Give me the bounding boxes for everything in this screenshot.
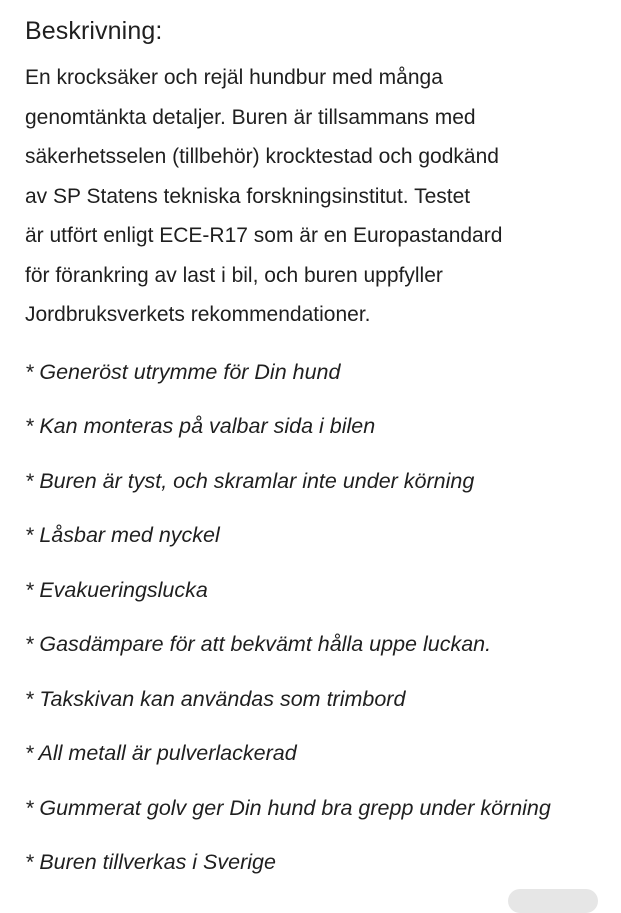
product-description-section — [25, 14, 615, 890]
feature-item: * Generöst utrymme för Din hund — [25, 359, 341, 384]
description-paragraph — [25, 58, 615, 335]
feature-item: * Buren är tyst, och skramlar inte under körning — [25, 468, 475, 493]
description-line: för förankring av last i bil, och buren uppfyller — [25, 263, 443, 287]
feature-item: * Takskivan kan användas som trimbord — [25, 686, 406, 711]
floating-button-edge[interactable] — [508, 889, 598, 913]
feature-item: * Evakueringslucka — [25, 577, 208, 602]
feature-item: * Låsbar med nyckel — [25, 523, 220, 547]
feature-item: * Buren tillverkas i Sverige — [25, 850, 276, 874]
description-line: säkerhetsselen (tillbehör) krocktestad och godkänd — [25, 145, 499, 168]
feature-item: * Kan monteras på valbar sida i bilen — [25, 414, 376, 438]
description-line: är utfört enligt ECE-R17 som är en Europastandard — [25, 224, 503, 247]
feature-list — [25, 345, 615, 890]
description-line: En krocksäker och rejäl hundbur med många — [25, 66, 443, 89]
description-line: Jordbruksverkets rekommendationer. — [25, 303, 371, 326]
description-line: av SP Statens tekniska forskningsinstitut. Testet — [25, 184, 471, 208]
description-heading: Beskrivning: — [25, 17, 163, 45]
feature-item: * All metall är pulverlackerad — [25, 741, 297, 765]
feature-item: * Gasdämpare för att bekvämt hålla uppe luckan. — [25, 632, 492, 656]
feature-item: * Gummerat golv ger Din hund bra grepp under körning — [25, 795, 551, 820]
description-line: genomtänkta detaljer. Buren är tillsammans med — [25, 105, 476, 129]
